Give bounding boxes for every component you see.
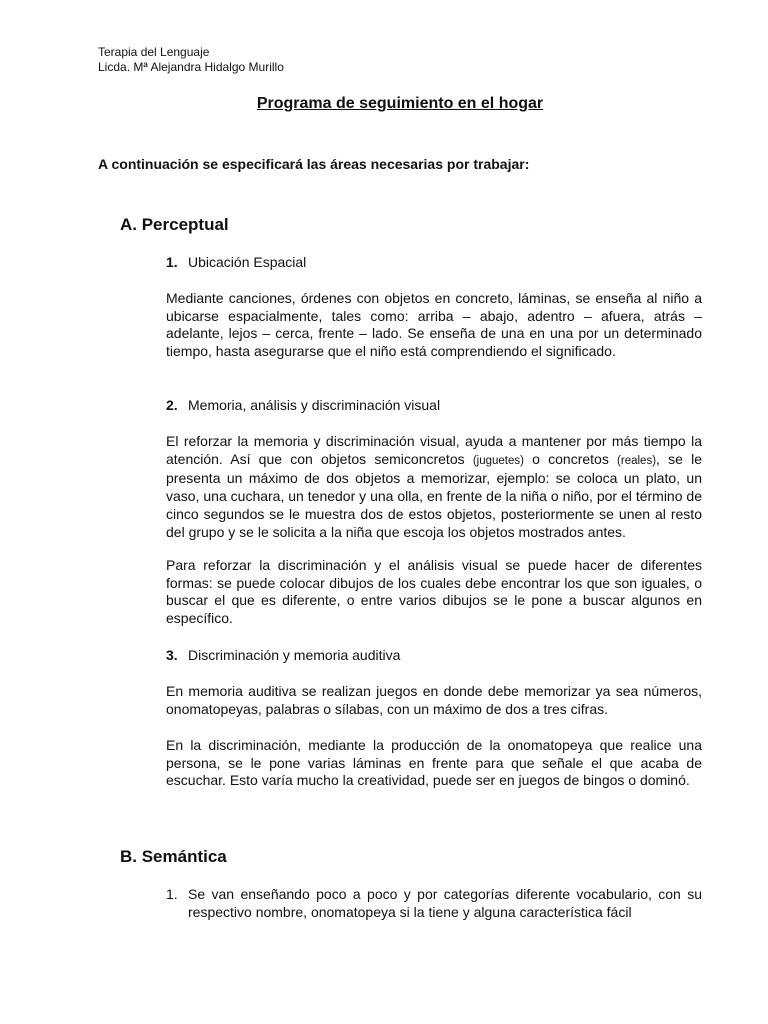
item-number: 3. bbox=[166, 647, 178, 663]
page-title: Programa de seguimiento en el hogar bbox=[256, 95, 544, 112]
document-header bbox=[98, 45, 284, 75]
text-run: o concretos bbox=[523, 450, 618, 467]
intro-text: A continuación se especificará las áreas necesarias por trabajar: bbox=[98, 156, 530, 172]
item-number: 1. bbox=[166, 886, 178, 902]
item-title-ubicacion bbox=[166, 254, 306, 272]
item-title-text: Ubicación Espacial bbox=[188, 254, 307, 270]
list-item-text: Se van enseñando poco a poco y por categorías diferente vocabulario, con su respectivo nombre, onomatopeya si la tiene y alguna característica fácil bbox=[188, 886, 702, 920]
header-department: Terapia del Lenguaje bbox=[98, 45, 210, 59]
item-title-text: Memoria, análisis y discriminación visual bbox=[188, 397, 441, 413]
item-title-memoria-visual bbox=[166, 397, 440, 415]
item-number: 2. bbox=[166, 397, 178, 413]
text-run: , se le presenta un máximo de dos objetos a memorizar, ejemplo: se coloca un plato, un vaso, una cuchara, un tenedor y una olla, en frente de la niña o niño, por el término de cinco segundos se le muestra dos de estos objetos, posteriormente se unen al resto del grupo y se le solicita a la niña que escoja los objetos mostrados antes. bbox=[166, 450, 703, 540]
text-run-small: (reales) bbox=[617, 454, 657, 467]
text-run: El reforzar la memoria y discriminación visual, ayuda a mantener por más tiempo la atención. Así que con objetos semiconcretos bbox=[166, 433, 702, 467]
text-run-small: (juguetes) bbox=[472, 454, 524, 467]
item-title-auditiva bbox=[166, 647, 400, 665]
paragraph-auditiva-1: En memoria auditiva se realizan juegos en donde debe memorizar ya sea números, onomatopeyas, palabras o sílabas, con un máximo de dos a tres cifras. bbox=[166, 683, 702, 717]
paragraph-memoria-visual-1 bbox=[166, 433, 702, 541]
section-heading-perceptual: A. Perceptual bbox=[120, 215, 229, 234]
section-heading-semantica: B. Semántica bbox=[120, 847, 227, 866]
header-author: Licda. Mª Alejandra Hidalgo Murillo bbox=[98, 60, 284, 74]
list-item-semantica-1 bbox=[166, 886, 702, 921]
item-title-text: Discriminación y memoria auditiva bbox=[188, 647, 401, 663]
paragraph-memoria-visual-2: Para reforzar la discriminación y el análisis visual se puede hacer de diferentes formas: se puede colocar dibujos de los cuales debe encontrar los que son iguales, o buscar el que es diferente, o entre varios dibujos se le pone a buscar algunos en específico. bbox=[166, 557, 702, 627]
paragraph-ubicacion: Mediante canciones, órdenes con objetos en concreto, láminas, se enseña al niño a ubicarse espacialmente, tales como: arriba – abajo, adentro – afuera, atrás – adelante, lejos – cerca, frente – lado. Se enseña de una en una por un determinado tiempo, hasta asegurarse que el niño está comprendiendo el significado. bbox=[166, 290, 702, 360]
item-number: 1. bbox=[166, 254, 178, 270]
paragraph-auditiva-2: En la discriminación, mediante la producción de la onomatopeya que realice una persona, se le pone varias láminas en frente para que señale el que acaba de escuchar. Esto varía mucho la creatividad, puede ser en juegos de bingos o dominó. bbox=[166, 737, 702, 789]
